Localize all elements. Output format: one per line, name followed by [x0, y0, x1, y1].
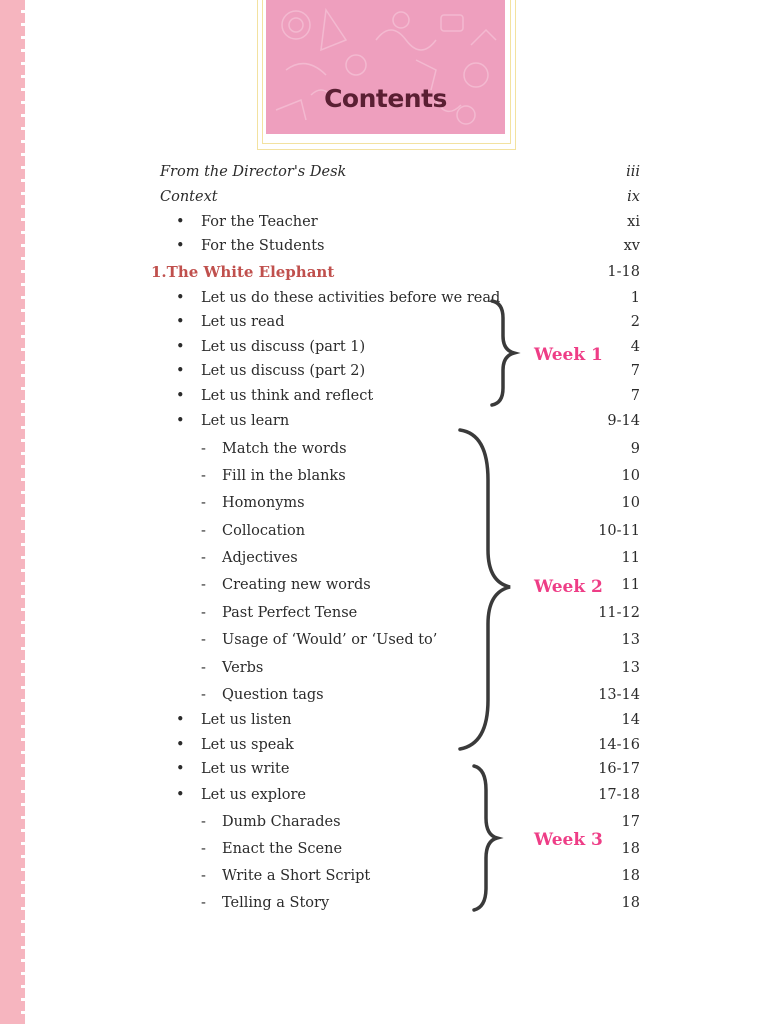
toc-entry-title: Creating new words [222, 577, 371, 593]
toc-entry-title: Write a Short Script [222, 868, 371, 884]
bullet-marker: • [176, 363, 185, 379]
dash-marker: - [201, 495, 206, 511]
dash-marker: - [201, 550, 206, 566]
brace-week-1 [492, 301, 514, 405]
bullet-marker: • [176, 214, 185, 230]
toc-entry-title: Let us read [201, 314, 285, 330]
toc-entry-page: ix [627, 189, 640, 205]
toc-entry-title: Past Perfect Tense [222, 605, 358, 621]
toc-entry-title: For the Teacher [201, 214, 318, 230]
toc-entry-title: Let us discuss (part 2) [201, 363, 366, 379]
toc-entry-title: Fill in the blanks [222, 468, 346, 484]
toc-entry-page: 13 [621, 660, 640, 676]
toc-entry-page: 18 [621, 868, 640, 884]
toc-entry-title: Match the words [222, 441, 347, 457]
bullet-marker: • [176, 388, 185, 404]
toc-entry-title: Adjectives [222, 550, 298, 566]
dash-marker: - [201, 577, 206, 593]
toc-entry-page: 17-18 [598, 787, 640, 803]
page-title: Contents [324, 84, 447, 113]
toc-entry-page: 10 [621, 495, 640, 511]
dash-marker: - [201, 868, 206, 884]
dash-marker: - [201, 632, 206, 648]
bullet-marker: • [176, 787, 185, 803]
toc-entry-page: 7 [630, 388, 640, 404]
toc-entry-title: Let us explore [201, 787, 306, 803]
brace-week-3 [474, 766, 497, 910]
toc-entry-title: From the Director's Desk [160, 164, 347, 180]
toc-entry-title: Context [160, 189, 218, 205]
toc-entry-title: Let us do these activities before we read [201, 290, 501, 306]
bullet-marker: • [176, 737, 185, 753]
toc-entry-page: 10 [621, 468, 640, 484]
toc-entry-page: 13-14 [598, 687, 640, 703]
toc-entry-page: 9 [630, 441, 640, 457]
toc-entry-title: Telling a Story [222, 895, 330, 911]
dash-marker: - [201, 523, 206, 539]
bullet-marker: • [176, 339, 185, 355]
toc-entry-title: Let us speak [201, 737, 294, 753]
toc-entry-page: 7 [630, 363, 640, 379]
bullet-marker: • [176, 413, 185, 429]
dash-marker: - [201, 687, 206, 703]
toc-entry-title: Let us listen [201, 712, 292, 728]
toc-entry-page: 4 [630, 339, 640, 355]
toc-entry-page: 9-14 [607, 413, 640, 429]
dash-marker: - [201, 841, 206, 857]
bullet-marker: • [176, 761, 185, 777]
dash-marker: - [201, 660, 206, 676]
toc-entry-page: 18 [621, 895, 640, 911]
chapter-page-range: 1-18 [607, 264, 640, 280]
toc-entry-page: 11 [621, 550, 640, 566]
week-3-label: Week 3 [534, 830, 603, 850]
toc-entry-title: For the Students [201, 238, 325, 254]
toc-entry-page: xi [627, 214, 640, 230]
toc-entry-title: Question tags [222, 687, 324, 703]
toc-entry-page: 11-12 [598, 605, 640, 621]
toc-entry-title: Let us think and reflect [201, 388, 374, 404]
toc-entry-title: Verbs [222, 660, 264, 676]
bullet-marker: • [176, 712, 185, 728]
toc-entry-page: 2 [630, 314, 640, 330]
dash-marker: - [201, 468, 206, 484]
dash-marker: - [201, 895, 206, 911]
dash-marker: - [201, 605, 206, 621]
toc-entry-page: xv [623, 238, 640, 254]
week-2-label: Week 2 [534, 577, 603, 597]
bullet-marker: • [176, 290, 185, 306]
dash-marker: - [201, 441, 206, 457]
toc-entry-title: Let us learn [201, 413, 290, 429]
toc-entry-title: Homonyms [222, 495, 305, 511]
toc-entry-title: Collocation [222, 523, 306, 539]
week-1-label: Week 1 [534, 345, 603, 365]
toc-entry-title: Enact the Scene [222, 841, 343, 857]
toc-entry-title: Let us write [201, 761, 290, 777]
toc-entry-page: 16-17 [598, 761, 640, 777]
toc-entry-page: 18 [621, 841, 640, 857]
toc-entry-page: 17 [621, 814, 640, 830]
toc-entry-page: 14 [621, 712, 640, 728]
toc-entry-page: 1 [630, 290, 640, 306]
toc-entry-title: Usage of ‘Would’ or ‘Used to’ [222, 632, 438, 648]
bullet-marker: • [176, 238, 185, 254]
toc-entry-title: Dumb Charades [222, 814, 341, 830]
toc-entry-page: iii [626, 164, 640, 180]
toc-entry-page: 10-11 [598, 523, 640, 539]
dash-marker: - [201, 814, 206, 830]
bullet-marker: • [176, 314, 185, 330]
toc-entry-page: 11 [621, 577, 640, 593]
toc-entry-page: 14-16 [598, 737, 640, 753]
chapter-title: 1.The White Elephant [151, 263, 335, 281]
toc-entry-title: Let us discuss (part 1) [201, 339, 366, 355]
toc-entry-page: 13 [621, 632, 640, 648]
brace-week-2 [460, 430, 510, 749]
